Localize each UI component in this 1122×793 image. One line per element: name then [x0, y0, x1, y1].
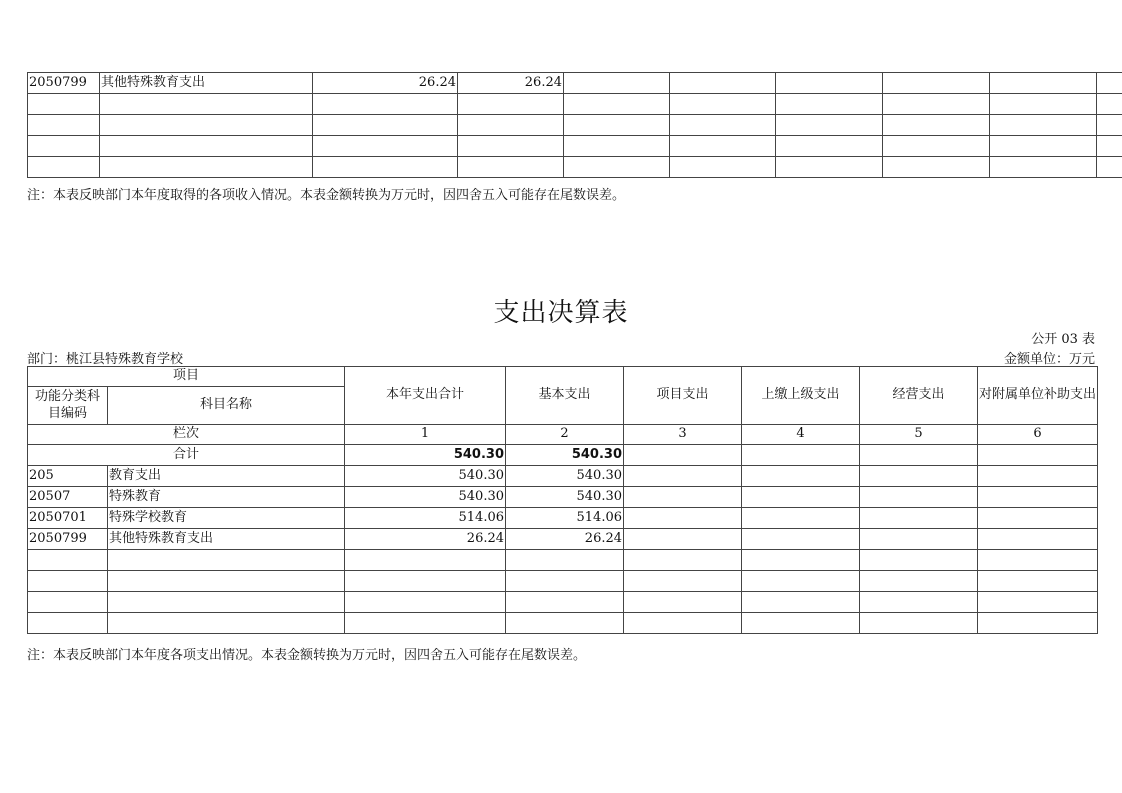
amount-unit: 金额单位：万元 — [1003, 352, 1095, 367]
column-number-row — [28, 425, 1098, 445]
header-code: 功能分类科目编码 — [28, 387, 108, 425]
amount-cell — [564, 115, 670, 136]
amount-cell — [883, 73, 990, 94]
table-row — [28, 571, 1098, 592]
name-cell: 特殊教育 — [108, 487, 345, 508]
code-cell — [28, 157, 100, 178]
amount-cell: 514.06 — [345, 508, 506, 529]
name-cell: 其他特殊教育支出 — [108, 529, 345, 550]
amount-cell — [313, 157, 458, 178]
amount-cell — [1097, 136, 1122, 157]
name-cell — [100, 136, 313, 157]
amount-cell: 540.30 — [506, 466, 624, 487]
amount-cell — [776, 73, 883, 94]
total-label: 合计 — [28, 445, 345, 466]
amount-cell — [978, 613, 1098, 634]
amount-cell — [670, 73, 776, 94]
amount-cell — [978, 529, 1098, 550]
amount-cell — [978, 487, 1098, 508]
table-row — [28, 115, 1122, 136]
amount-cell — [860, 571, 978, 592]
amount-cell — [345, 571, 506, 592]
amount-cell — [345, 592, 506, 613]
amount-cell — [776, 115, 883, 136]
amount-cell — [978, 592, 1098, 613]
amount-cell: 540.30 — [506, 487, 624, 508]
table-row — [28, 592, 1098, 613]
amount-cell — [860, 613, 978, 634]
amount-cell — [313, 94, 458, 115]
col-number: 5 — [860, 425, 978, 445]
amount-cell — [458, 157, 564, 178]
amount-cell — [742, 571, 860, 592]
table-row — [28, 487, 1098, 508]
total-value: 540.30 — [345, 445, 506, 466]
name-cell — [108, 571, 345, 592]
name-cell — [108, 613, 345, 634]
amount-cell — [742, 508, 860, 529]
amount-cell — [860, 592, 978, 613]
amount-cell — [458, 115, 564, 136]
total-value — [742, 445, 860, 466]
amount-cell — [742, 550, 860, 571]
amount-cell — [860, 466, 978, 487]
amount-cell — [313, 136, 458, 157]
amount-cell — [624, 508, 742, 529]
code-cell: 2050799 — [28, 73, 100, 94]
header-col-6: 对附属单位补助支出 — [978, 367, 1098, 425]
amount-cell — [670, 157, 776, 178]
amount-cell — [883, 94, 990, 115]
total-value — [978, 445, 1098, 466]
amount-cell: 26.24 — [313, 73, 458, 94]
table-row — [28, 73, 1122, 94]
amount-cell: 26.24 — [506, 529, 624, 550]
amount-cell — [776, 136, 883, 157]
total-value — [624, 445, 742, 466]
name-cell: 特殊学校教育 — [108, 508, 345, 529]
department-label: 部门：桃江县特殊教育学校 — [27, 352, 184, 367]
amount-cell — [860, 508, 978, 529]
amount-cell — [670, 115, 776, 136]
amount-cell — [1097, 157, 1122, 178]
amount-cell — [458, 136, 564, 157]
amount-cell — [742, 466, 860, 487]
code-cell — [28, 613, 108, 634]
header-col-2: 基本支出 — [506, 367, 624, 425]
header-item: 项目 — [28, 367, 345, 387]
amount-cell: 26.24 — [458, 73, 564, 94]
total-value — [860, 445, 978, 466]
header-col-1: 本年支出合计 — [345, 367, 506, 425]
amount-cell — [742, 529, 860, 550]
amount-cell — [990, 115, 1097, 136]
header-col-4: 上缴上级支出 — [742, 367, 860, 425]
amount-cell — [313, 115, 458, 136]
amount-cell: 540.30 — [345, 487, 506, 508]
name-cell — [100, 94, 313, 115]
amount-cell — [564, 157, 670, 178]
income-table-continuation — [27, 72, 1122, 178]
name-cell — [108, 592, 345, 613]
amount-cell — [506, 550, 624, 571]
page-title: 支出决算表 — [493, 298, 629, 328]
total-row — [28, 445, 1098, 466]
table-row — [28, 613, 1098, 634]
code-cell — [28, 94, 100, 115]
amount-cell: 540.30 — [345, 466, 506, 487]
col-number: 6 — [978, 425, 1098, 445]
code-cell — [28, 592, 108, 613]
table-row — [28, 508, 1098, 529]
code-cell: 20507 — [28, 487, 108, 508]
code-cell — [28, 115, 100, 136]
table-row — [28, 529, 1098, 550]
amount-cell: 26.24 — [345, 529, 506, 550]
amount-cell — [624, 487, 742, 508]
amount-cell — [883, 136, 990, 157]
code-cell — [28, 136, 100, 157]
amount-cell — [860, 487, 978, 508]
amount-cell — [978, 550, 1098, 571]
table-row — [28, 550, 1098, 571]
table-row — [28, 94, 1122, 115]
amount-cell — [506, 592, 624, 613]
col-number: 1 — [345, 425, 506, 445]
name-cell — [100, 157, 313, 178]
amount-cell — [742, 592, 860, 613]
amount-cell — [670, 136, 776, 157]
amount-cell — [883, 157, 990, 178]
code-cell: 2050799 — [28, 529, 108, 550]
amount-cell — [345, 613, 506, 634]
amount-cell — [564, 136, 670, 157]
amount-cell — [883, 115, 990, 136]
amount-cell — [990, 94, 1097, 115]
amount-cell — [860, 529, 978, 550]
table-row — [28, 136, 1122, 157]
amount-cell — [624, 529, 742, 550]
amount-cell — [506, 613, 624, 634]
expense-table-note: 注：本表反映部门本年度各项支出情况。本表金额转换为万元时，因四舍五入可能存在尾数误差。 — [27, 648, 587, 663]
amount-cell — [345, 550, 506, 571]
table-row — [28, 157, 1122, 178]
amount-cell — [624, 550, 742, 571]
name-cell — [100, 115, 313, 136]
amount-cell — [458, 94, 564, 115]
header-col-3: 项目支出 — [624, 367, 742, 425]
header-name: 科目名称 — [108, 387, 345, 425]
amount-cell — [978, 508, 1098, 529]
amount-cell: 514.06 — [506, 508, 624, 529]
code-cell — [28, 571, 108, 592]
amount-cell — [742, 487, 860, 508]
amount-cell — [1097, 115, 1122, 136]
amount-cell — [1097, 73, 1122, 94]
name-cell — [108, 550, 345, 571]
amount-cell — [624, 571, 742, 592]
amount-cell — [990, 136, 1097, 157]
col-number: 4 — [742, 425, 860, 445]
col-number: 2 — [506, 425, 624, 445]
amount-cell — [978, 466, 1098, 487]
amount-cell — [624, 613, 742, 634]
amount-cell — [978, 571, 1098, 592]
code-cell — [28, 550, 108, 571]
col-number: 3 — [624, 425, 742, 445]
amount-cell — [990, 157, 1097, 178]
total-value: 540.30 — [506, 445, 624, 466]
header-col-5: 经营支出 — [860, 367, 978, 425]
amount-cell — [624, 466, 742, 487]
amount-cell — [506, 571, 624, 592]
amount-cell — [990, 73, 1097, 94]
income-table-note: 注：本表反映部门本年度取得的各项收入情况。本表金额转换为万元时，因四舍五入可能存在尾数误差。 — [27, 188, 626, 203]
amount-cell — [776, 157, 883, 178]
row-label: 栏次 — [28, 425, 345, 445]
amount-cell — [860, 550, 978, 571]
amount-cell — [776, 94, 883, 115]
expense-table — [27, 366, 1098, 634]
amount-cell — [1097, 94, 1122, 115]
form-code: 公开 03 表 — [1031, 332, 1095, 347]
amount-cell — [670, 94, 776, 115]
code-cell: 205 — [28, 466, 108, 487]
amount-cell — [742, 613, 860, 634]
table-row — [28, 466, 1098, 487]
amount-cell — [564, 94, 670, 115]
amount-cell — [624, 592, 742, 613]
amount-cell — [564, 73, 670, 94]
name-cell: 其他特殊教育支出 — [100, 73, 313, 94]
name-cell: 教育支出 — [108, 466, 345, 487]
code-cell: 2050701 — [28, 508, 108, 529]
